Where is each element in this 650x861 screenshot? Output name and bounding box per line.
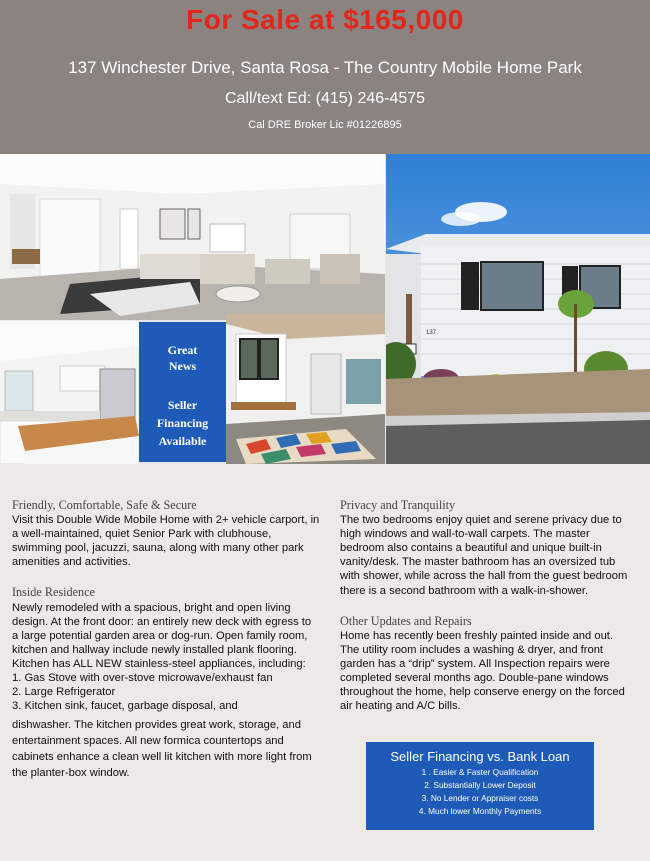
exterior-photo [386, 154, 650, 464]
financing-item: 4. Much lower Monthly Payments [418, 806, 542, 816]
contact-phone: Call/text Ed: (415) 246-4575 [224, 90, 426, 107]
right-column [340, 498, 628, 713]
section-body-friendly: Visit this Double Wide Mobile Home with 2+ vehicle carport, in a well-maintained, quiet Senior Park with clubhouse, swimming pool, jacuzzi, sauna, along with many other park amenities and activities. [12, 514, 320, 569]
financing-item: 2. Substantially Lower Deposit [424, 780, 536, 790]
list-item: 3. Kitchen sink, faucet, garbage disposal, and [12, 700, 238, 713]
section-body-privacy: The two bedrooms enjoy quiet and serene privacy due to high windows and wall-to-wall carpets. The master bedroom also contains a beautiful and unique built-in vanity/desk. The master bathroom has an oversized tub with shower, while across the hall from the guest bedroom there is a second bathroom with a walk-in-shower. [340, 514, 628, 597]
seller-financing-badge [139, 322, 226, 462]
property-address: 137 Winchester Drive, Santa Rosa - The Country Mobile Home Park [68, 58, 582, 77]
badge-line-financing: Financing [156, 416, 209, 430]
section-heading-updates: Other Updates and Repairs [340, 613, 472, 628]
financing-box-title: Seller Financing vs. Bank Loan [390, 749, 570, 764]
deck-entry-photo [226, 314, 385, 464]
section-body-updates: Home has recently been freshly painted inside and out. The utility room includes a washing & dryer, and front garden has a “drip” system. All Inspection repairs were completed several months ago. Double-pane windows throughout the home, help conserve energy on the forced air heating and A/C bills. [340, 629, 625, 713]
badge-line-seller: Seller [167, 398, 198, 412]
section-body-inside: Newly remodeled with a spacious, bright and open living design. At the front door: an entirely new deck with egress to a large potential garden area or dog-run. Open family room, kitchen and hallway include newly installed plank flooring. Kitchen has ALL NEW stainless-steel appliances, including: [12, 601, 312, 670]
financing-item: 1 . Easier & Faster Qualification [421, 767, 539, 777]
left-column [12, 498, 320, 781]
appliance-list [12, 671, 320, 713]
list-item: 1. Gas Stove with over-stove microwave/exhaust fan [12, 672, 273, 685]
section-body-kitchen: dishwasher. The kitchen provides great work, storage, and entertainment spaces. All new formica countertops and cabinets enhance a clean well lit kitchen with more light from the planter-box window. [12, 719, 312, 780]
section-heading-inside: Inside Residence [12, 585, 95, 600]
badge-line-available: Available [158, 434, 207, 448]
living-room-photo [0, 154, 385, 320]
house-number: 137 [426, 330, 437, 336]
section-heading-friendly: Friendly, Comfortable, Safe & Secure [12, 498, 197, 512]
broker-license: Cal DRE Broker Lic #01226895 [248, 119, 402, 131]
badge-line-news: News [168, 359, 197, 373]
financing-item: 3. No Lender or Appraiser costs [421, 793, 539, 803]
photo-collage [0, 154, 650, 464]
badge-line-great: Great [167, 343, 198, 357]
header-banner [0, 0, 650, 154]
financing-comparison-box [366, 742, 594, 830]
section-heading-privacy: Privacy and Tranquility [340, 498, 456, 512]
kitchen-photo [0, 321, 139, 464]
page-title: For Sale at $165,000 [186, 4, 464, 35]
list-item: 2. Large Refrigerator [12, 686, 116, 699]
